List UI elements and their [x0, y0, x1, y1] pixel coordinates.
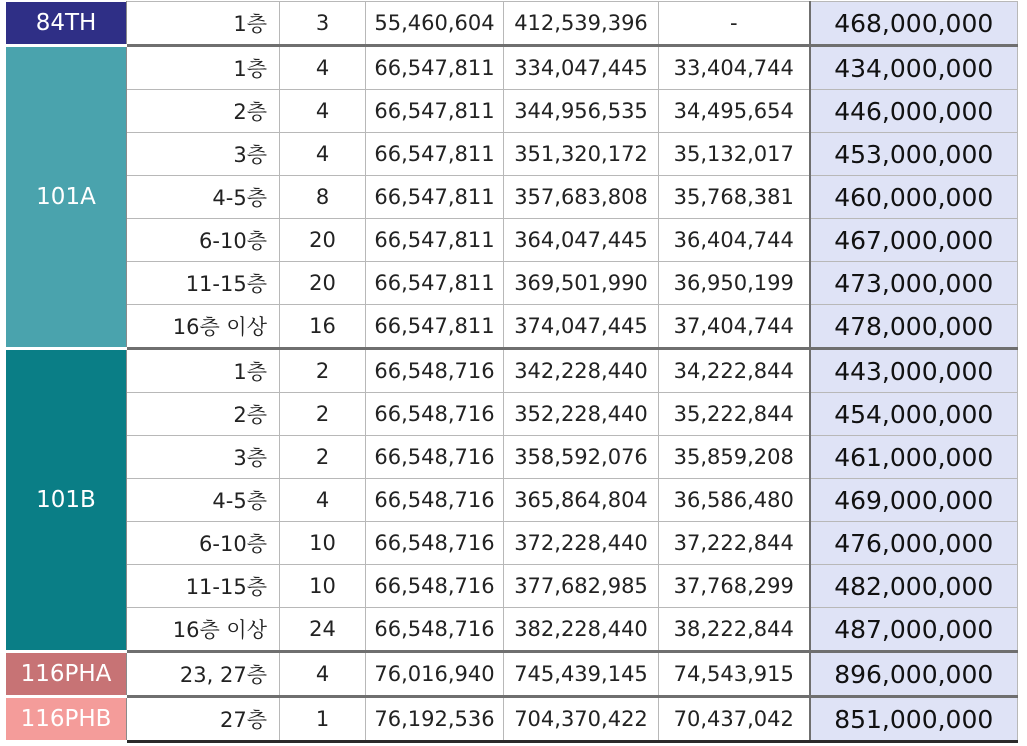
floor-cell: 27층 — [127, 697, 280, 742]
building-price-cell: 358,592,076 — [504, 436, 659, 479]
floor-cell: 1층 — [127, 349, 280, 393]
floor-cell: 6-10층 — [127, 522, 280, 565]
total-price-cell: 443,000,000 — [810, 349, 1018, 393]
unit-type-cell: 101A — [6, 46, 127, 349]
unit-type-cell: 116PHB — [6, 697, 127, 742]
vat-cell: 35,768,381 — [659, 176, 810, 219]
units-cell: 16 — [280, 305, 366, 349]
units-cell: 24 — [280, 608, 366, 652]
vat-cell: 74,543,915 — [659, 652, 810, 697]
building-price-cell: 344,956,535 — [504, 90, 659, 133]
total-price-cell: 434,000,000 — [810, 46, 1018, 90]
vat-cell: - — [659, 2, 810, 46]
units-cell: 1 — [280, 697, 366, 742]
floor-cell: 16층 이상 — [127, 305, 280, 349]
vat-cell: 37,768,299 — [659, 565, 810, 608]
vat-cell: 38,222,844 — [659, 608, 810, 652]
table-body — [6, 2, 1018, 742]
total-price-cell: 896,000,000 — [810, 652, 1018, 697]
total-price-cell: 446,000,000 — [810, 90, 1018, 133]
land-price-cell: 66,548,716 — [366, 436, 504, 479]
table-row — [6, 697, 1018, 742]
table-row — [6, 176, 1018, 219]
total-price-cell: 461,000,000 — [810, 436, 1018, 479]
units-cell: 20 — [280, 262, 366, 305]
total-price-cell: 453,000,000 — [810, 133, 1018, 176]
table-row — [6, 393, 1018, 436]
land-price-cell: 66,548,716 — [366, 522, 504, 565]
floor-cell: 23, 27층 — [127, 652, 280, 697]
units-cell: 8 — [280, 176, 366, 219]
floor-cell: 16층 이상 — [127, 608, 280, 652]
units-cell: 3 — [280, 2, 366, 46]
total-price-cell: 468,000,000 — [810, 2, 1018, 46]
land-price-cell: 66,547,811 — [366, 219, 504, 262]
building-price-cell: 369,501,990 — [504, 262, 659, 305]
vat-cell: 37,404,744 — [659, 305, 810, 349]
total-price-cell: 482,000,000 — [810, 565, 1018, 608]
total-price-cell: 467,000,000 — [810, 219, 1018, 262]
building-price-cell: 372,228,440 — [504, 522, 659, 565]
land-price-cell: 76,192,536 — [366, 697, 504, 742]
land-price-cell: 76,016,940 — [366, 652, 504, 697]
table-row — [6, 262, 1018, 305]
units-cell: 4 — [280, 90, 366, 133]
land-price-cell: 66,547,811 — [366, 305, 504, 349]
total-price-cell: 487,000,000 — [810, 608, 1018, 652]
price-table — [5, 1, 1018, 743]
units-cell: 10 — [280, 565, 366, 608]
vat-cell: 37,222,844 — [659, 522, 810, 565]
building-price-cell: 412,539,396 — [504, 2, 659, 46]
building-price-cell: 351,320,172 — [504, 133, 659, 176]
vat-cell: 35,222,844 — [659, 393, 810, 436]
floor-cell: 4-5층 — [127, 479, 280, 522]
total-price-cell: 454,000,000 — [810, 393, 1018, 436]
building-price-cell: 704,370,422 — [504, 697, 659, 742]
units-cell: 2 — [280, 349, 366, 393]
table-row — [6, 436, 1018, 479]
table-row — [6, 90, 1018, 133]
total-price-cell: 478,000,000 — [810, 305, 1018, 349]
total-price-cell: 476,000,000 — [810, 522, 1018, 565]
building-price-cell: 352,228,440 — [504, 393, 659, 436]
units-cell: 20 — [280, 219, 366, 262]
table-row — [6, 2, 1018, 46]
vat-cell: 34,222,844 — [659, 349, 810, 393]
land-price-cell: 66,548,716 — [366, 479, 504, 522]
table-row — [6, 219, 1018, 262]
unit-type-cell: 101B — [6, 349, 127, 652]
building-price-cell: 382,228,440 — [504, 608, 659, 652]
total-price-cell: 469,000,000 — [810, 479, 1018, 522]
table-row — [6, 652, 1018, 697]
units-cell: 10 — [280, 522, 366, 565]
floor-cell: 2층 — [127, 90, 280, 133]
floor-cell: 2층 — [127, 393, 280, 436]
vat-cell: 35,132,017 — [659, 133, 810, 176]
building-price-cell: 364,047,445 — [504, 219, 659, 262]
vat-cell: 36,950,199 — [659, 262, 810, 305]
units-cell: 4 — [280, 133, 366, 176]
units-cell: 4 — [280, 652, 366, 697]
total-price-cell: 473,000,000 — [810, 262, 1018, 305]
building-price-cell: 342,228,440 — [504, 349, 659, 393]
floor-cell: 3층 — [127, 436, 280, 479]
land-price-cell: 66,547,811 — [366, 262, 504, 305]
vat-cell: 36,586,480 — [659, 479, 810, 522]
floor-cell: 3층 — [127, 133, 280, 176]
land-price-cell: 66,547,811 — [366, 133, 504, 176]
vat-cell: 70,437,042 — [659, 697, 810, 742]
land-price-cell: 66,547,811 — [366, 90, 504, 133]
floor-cell: 11-15층 — [127, 262, 280, 305]
vat-cell: 36,404,744 — [659, 219, 810, 262]
vat-cell: 33,404,744 — [659, 46, 810, 90]
building-price-cell: 357,683,808 — [504, 176, 659, 219]
floor-cell: 6-10층 — [127, 219, 280, 262]
total-price-cell: 851,000,000 — [810, 697, 1018, 742]
floor-cell: 1층 — [127, 46, 280, 90]
vat-cell: 35,859,208 — [659, 436, 810, 479]
total-price-cell: 460,000,000 — [810, 176, 1018, 219]
land-price-cell: 66,547,811 — [366, 176, 504, 219]
units-cell: 2 — [280, 393, 366, 436]
unit-type-cell: 84TH — [6, 2, 127, 46]
units-cell: 4 — [280, 479, 366, 522]
building-price-cell: 365,864,804 — [504, 479, 659, 522]
unit-type-cell: 116PHA — [6, 652, 127, 697]
table-row — [6, 305, 1018, 349]
floor-cell: 1층 — [127, 2, 280, 46]
table-row — [6, 608, 1018, 652]
floor-cell: 4-5층 — [127, 176, 280, 219]
units-cell: 2 — [280, 436, 366, 479]
land-price-cell: 66,548,716 — [366, 608, 504, 652]
land-price-cell: 55,460,604 — [366, 2, 504, 46]
vat-cell: 34,495,654 — [659, 90, 810, 133]
table-row — [6, 133, 1018, 176]
units-cell: 4 — [280, 46, 366, 90]
building-price-cell: 745,439,145 — [504, 652, 659, 697]
table-row — [6, 522, 1018, 565]
land-price-cell: 66,548,716 — [366, 349, 504, 393]
building-price-cell: 377,682,985 — [504, 565, 659, 608]
table-row — [6, 479, 1018, 522]
land-price-cell: 66,548,716 — [366, 393, 504, 436]
building-price-cell: 374,047,445 — [504, 305, 659, 349]
table-row — [6, 349, 1018, 393]
floor-cell: 11-15층 — [127, 565, 280, 608]
table-row — [6, 565, 1018, 608]
land-price-cell: 66,547,811 — [366, 46, 504, 90]
table-row — [6, 46, 1018, 90]
land-price-cell: 66,548,716 — [366, 565, 504, 608]
building-price-cell: 334,047,445 — [504, 46, 659, 90]
